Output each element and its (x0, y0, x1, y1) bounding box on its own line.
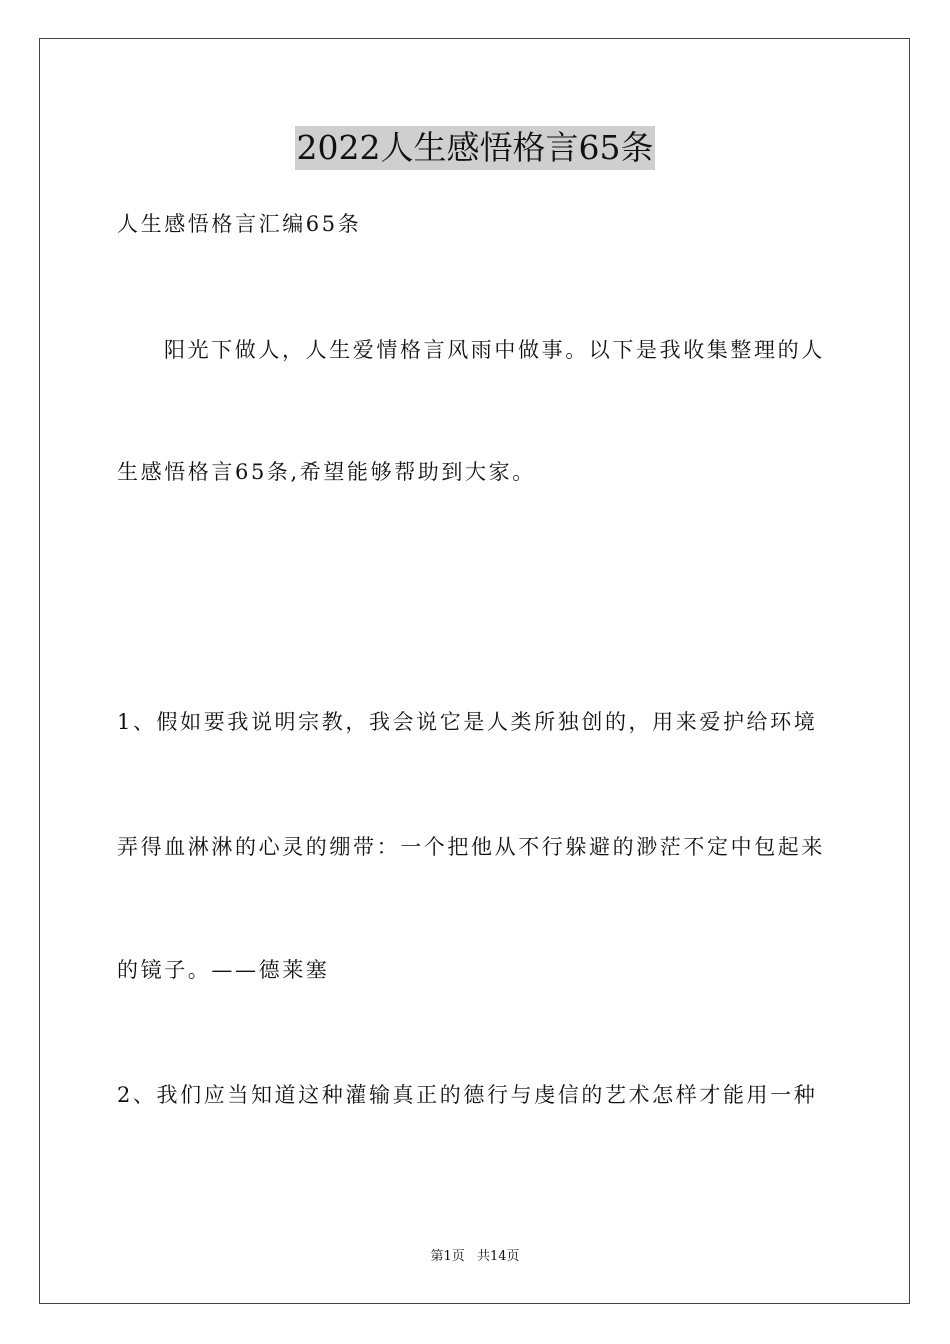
page-number-current: 第1页 (430, 1249, 465, 1264)
intro-paragraph-line-1: 阳光下做人，人生爱情格言风雨中做事。以下是我收集整理的人 (164, 338, 825, 362)
document-subtitle: 人生感悟格言汇编65条 (117, 212, 362, 236)
intro-paragraph-line-2: 生感悟格言65条,希望能够帮助到大家。 (117, 460, 536, 484)
title-container (0, 126, 950, 170)
page-footer (0, 1248, 950, 1266)
page-number-total: 共14页 (476, 1249, 520, 1264)
item-2-line-1: 2、我们应当知道这种灌输真正的德行与虔信的艺术怎样才能用一种 (117, 1083, 818, 1107)
item-1-line-3: 的镜子。——德莱塞 (117, 958, 330, 982)
document-title: 2022人生感悟格言65条 (295, 126, 656, 170)
item-1-line-1: 1、假如要我说明宗教，我会说它是人类所独创的，用来爱护给环境 (117, 710, 818, 734)
item-1-line-2: 弄得血淋淋的心灵的绷带：一个把他从不行躲避的渺茫不定中包起来 (117, 835, 825, 859)
